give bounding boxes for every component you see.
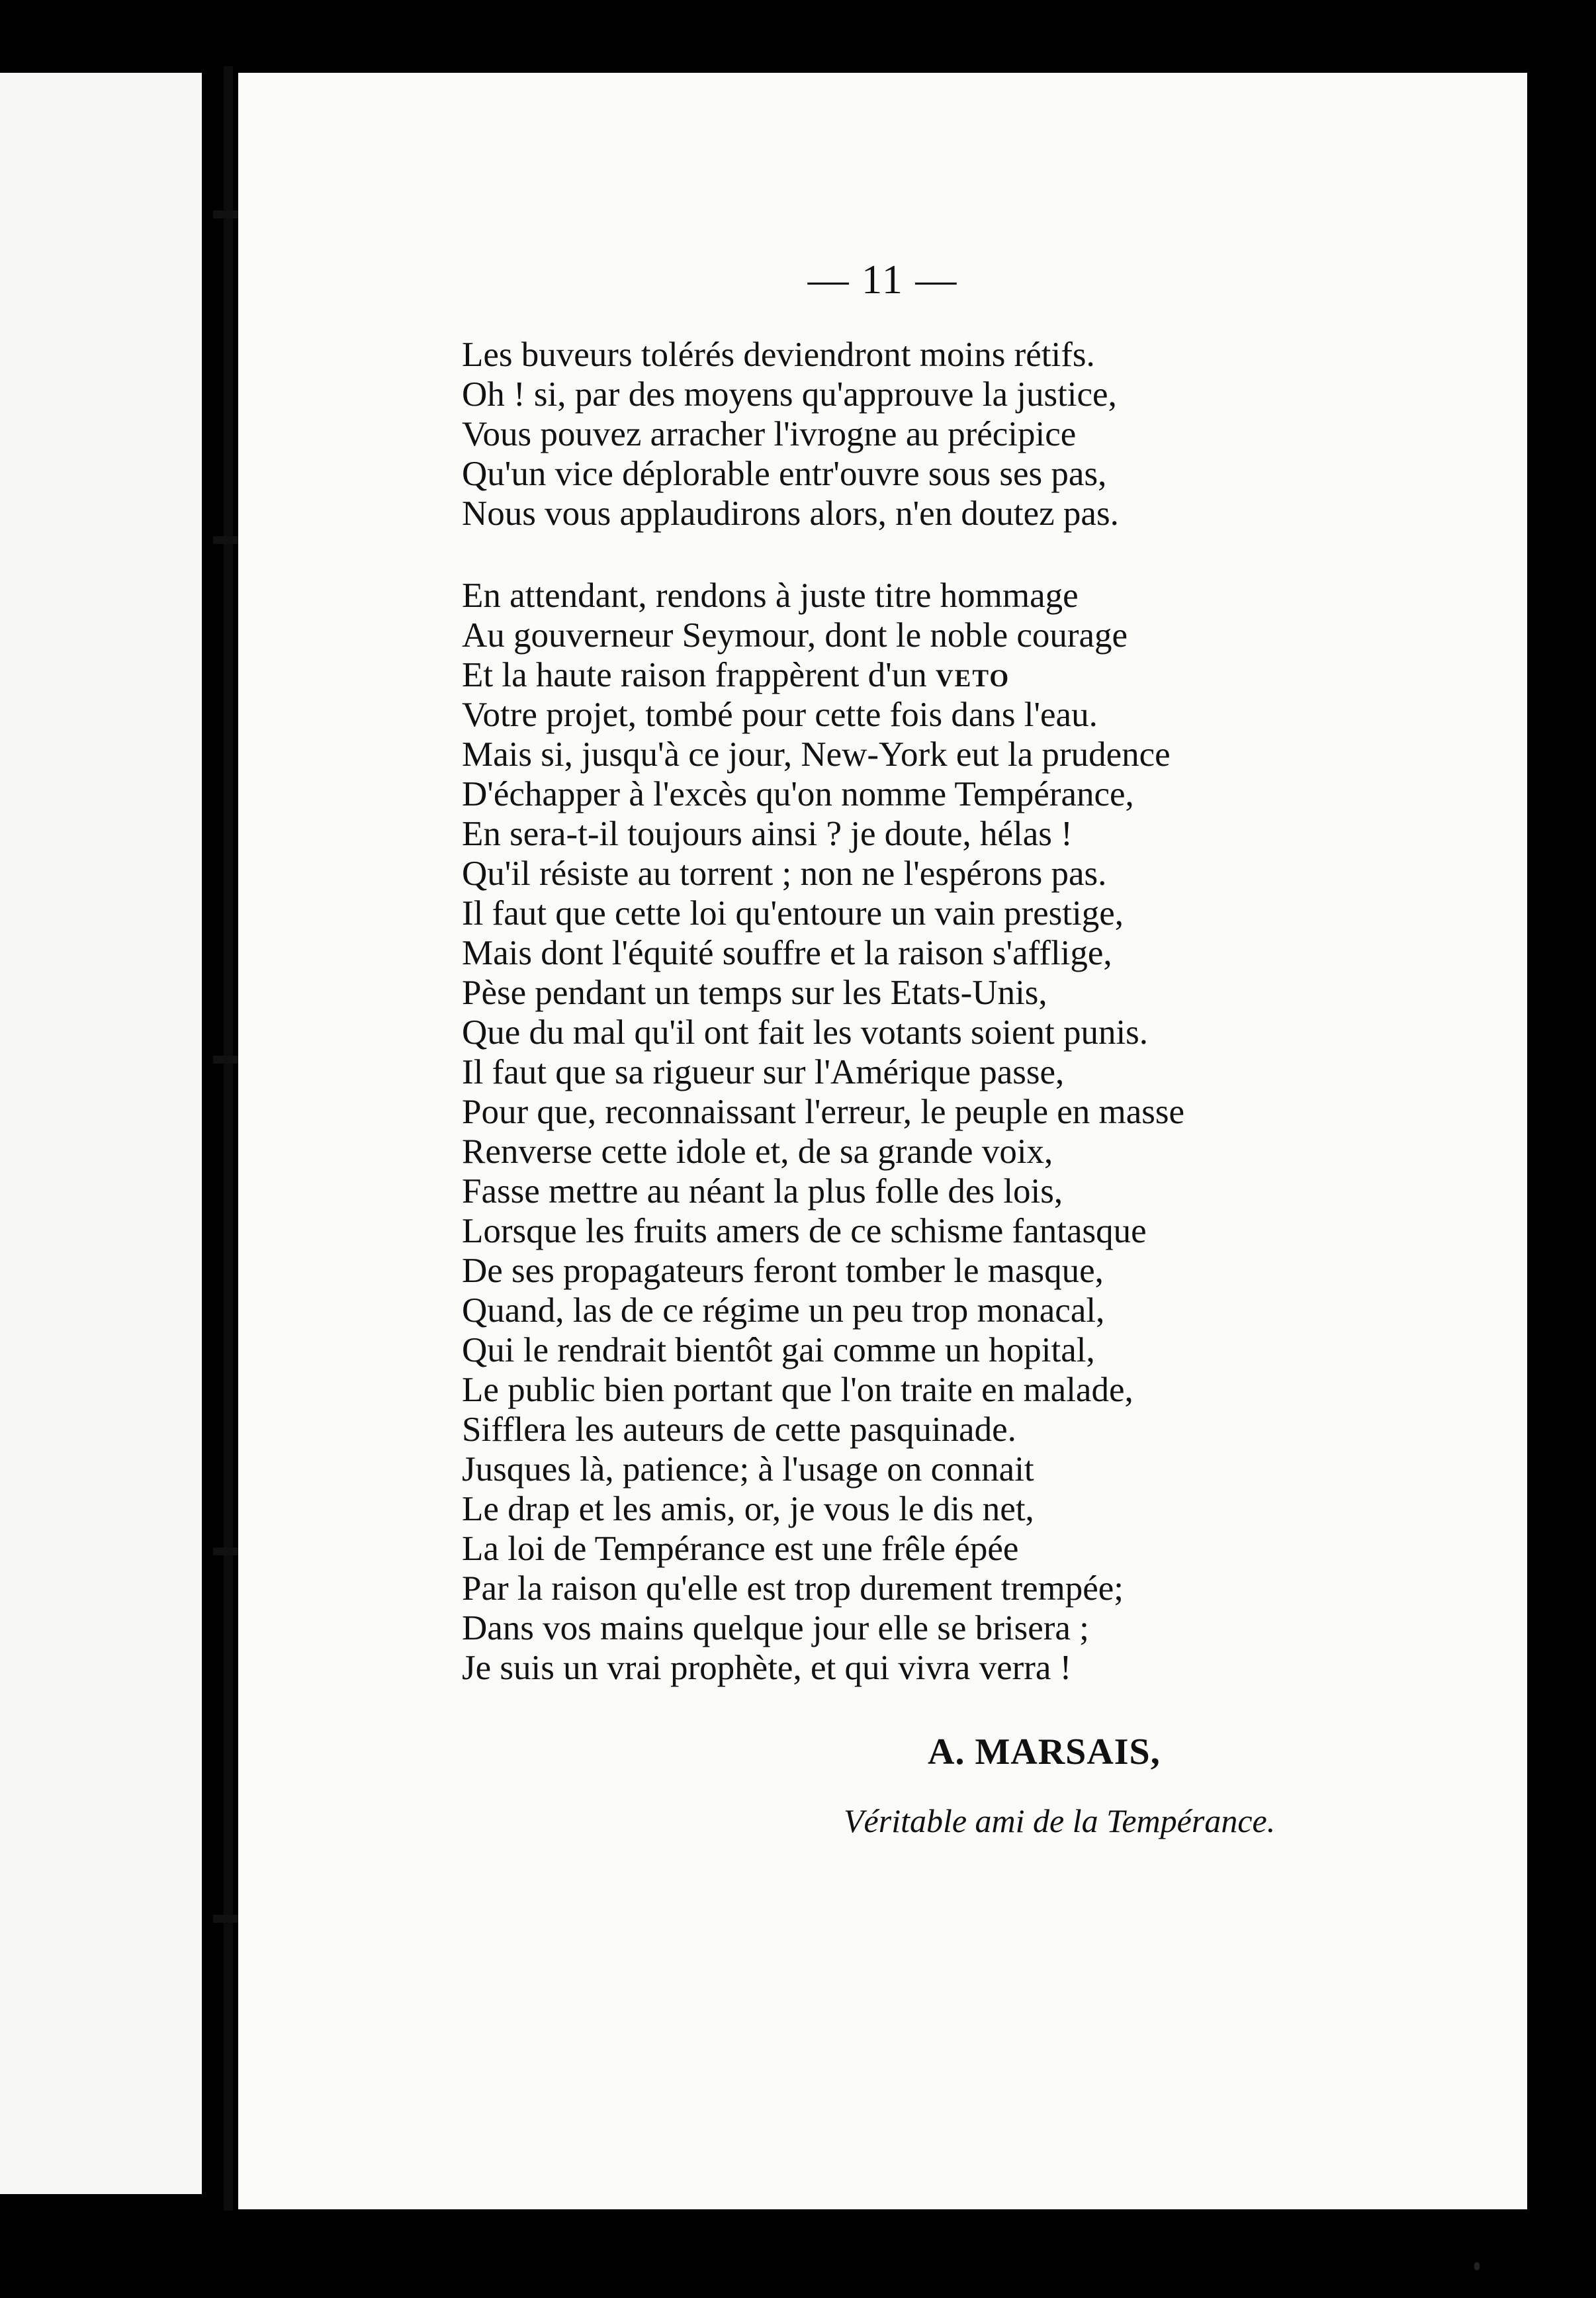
- verse-line: Qu'un vice déplorable entr'ouvre sous ses pas,: [462, 455, 1107, 493]
- verse-line: Sifflera les auteurs de cette pasquinade.: [462, 1410, 1016, 1449]
- ink-speck: [1474, 2262, 1480, 2270]
- author-title: Véritable ami de la Tempérance.: [844, 1802, 1276, 1839]
- book-page: [238, 73, 1527, 2209]
- verse-line-with-veto: [462, 655, 1184, 695]
- verse-line: Par la raison qu'elle est trop durement trempée;: [462, 1569, 1124, 1608]
- verse-line: Pèse pendant un temps sur les Etats-Unis,: [462, 974, 1047, 1012]
- verse-line: Mais dont l'équité souffre et la raison s'afflige,: [462, 934, 1112, 972]
- verse-line: La loi de Tempérance est une frêle épée: [462, 1530, 1019, 1568]
- verse-line: Le drap et les amis, or, je vous le dis net,: [462, 1490, 1034, 1528]
- verse-line: Il faut que cette loi qu'entoure un vain prestige,: [462, 894, 1124, 933]
- verse-line: Jusques là, patience; à l'usage on connait: [462, 1450, 1034, 1489]
- verse-line: Les buveurs tolérés deviendront moins rétifs.: [462, 336, 1095, 374]
- verse-line: Oh ! si, par des moyens qu'approuve la justice,: [462, 375, 1117, 414]
- verse-line: Il faut que sa rigueur sur l'Amérique passe,: [462, 1053, 1065, 1091]
- verse-line: Fasse mettre au néant la plus folle des lois,: [462, 1172, 1063, 1211]
- verse-line: D'échapper à l'excès qu'on nomme Tempérance,: [462, 775, 1134, 813]
- verse-line: Mais si, jusqu'à ce jour, New-York eut la prudence: [462, 735, 1171, 774]
- verse-line: Qu'il résiste au torrent ; non ne l'espérons pas.: [462, 854, 1107, 893]
- verse-line: Vous pouvez arracher l'ivrogne au précipice: [462, 415, 1077, 453]
- left-facing-page: [0, 73, 202, 2194]
- stanza-2: [462, 576, 1184, 1688]
- verse-line-text: Et la haute raison frappèrent d'un: [462, 656, 927, 694]
- verse-line: De ses propagateurs feront tomber le masque,: [462, 1252, 1104, 1290]
- verse-line: Je suis un vrai prophète, et qui vivra verra !: [462, 1649, 1072, 1687]
- verse-line: Renverse cette idole et, de sa grande voix,: [462, 1132, 1053, 1171]
- veto-word: veto: [935, 656, 1010, 694]
- verse-line: Le public bien portant que l'on traite en malade,: [462, 1371, 1133, 1409]
- page-number: — 11 —: [807, 257, 958, 302]
- binding-spine: [224, 66, 233, 2211]
- verse-line: Quand, las de ce régime un peu trop monacal,: [462, 1291, 1105, 1330]
- verse-line: Votre projet, tombé pour cette fois dans l'eau.: [462, 696, 1098, 734]
- verse-line: Nous vous applaudirons alors, n'en doutez pas.: [462, 494, 1119, 533]
- verse-line: Au gouverneur Seymour, dont le noble courage: [462, 616, 1128, 655]
- verse-line: Pour que, reconnaissant l'erreur, le peuple en masse: [462, 1093, 1185, 1131]
- verse-line: Que du mal qu'il ont fait les votants soient punis.: [462, 1013, 1149, 1052]
- author-signature: A. MARSAIS,: [928, 1731, 1161, 1772]
- verse-line: Lorsque les fruits amers de ce schisme fantasque: [462, 1212, 1147, 1250]
- verse-line: Qui le rendrait bientôt gai comme un hopital,: [462, 1331, 1095, 1369]
- stanza-1: [462, 335, 1119, 533]
- verse-line: En sera-t-il toujours ainsi ? je doute, hélas !: [462, 815, 1073, 853]
- verse-line: En attendant, rendons à juste titre hommage: [462, 576, 1079, 615]
- verse-line: Dans vos mains quelque jour elle se brisera ;: [462, 1609, 1089, 1647]
